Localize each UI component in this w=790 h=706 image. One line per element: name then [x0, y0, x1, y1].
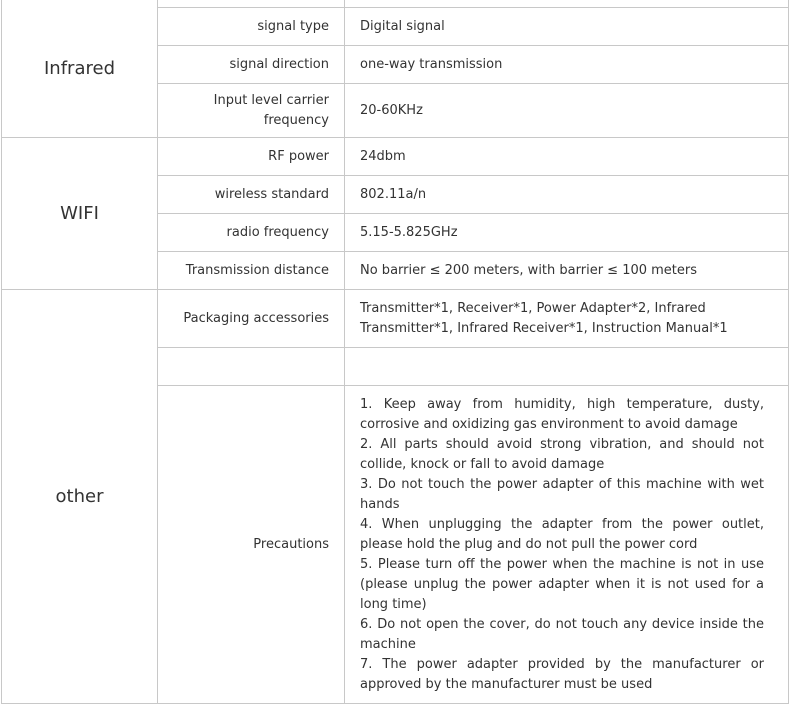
spec-key: Packaging accessories: [158, 290, 345, 348]
spec-key: RF power: [158, 138, 345, 176]
precaution-item: 5. Please turn off the power when the machine is not in use (please unplug the power adapter when it is not used for a long time): [360, 556, 764, 612]
category-other: other: [2, 290, 158, 704]
spec-value: 802.11a/n: [345, 176, 789, 214]
table-row: [2, 290, 789, 348]
spec-key: Transmission distance: [158, 252, 345, 290]
spec-table: [1, 0, 789, 704]
spec-key: [158, 348, 345, 386]
spec-key-empty: [158, 0, 345, 8]
precaution-item: 3. Do not touch the power adapter of this machine with wet hands: [360, 476, 764, 512]
precaution-item: 2. All parts should avoid strong vibration, and should not collide, knock or fall to avoid damage: [360, 436, 764, 472]
spec-value: one-way transmission: [345, 46, 789, 84]
precaution-item: 6. Do not open the cover, do not touch any device inside the machine: [360, 616, 764, 652]
spec-value: 24dbm: [345, 138, 789, 176]
spec-value: [345, 348, 789, 386]
precaution-item: 7. The power adapter provided by the manufacturer or approved by the manufacturer must be used: [360, 656, 764, 692]
spec-value: No barrier ≤ 200 meters, with barrier ≤ 100 meters: [345, 252, 789, 290]
precautions-list: [345, 386, 789, 704]
spec-value-empty: [345, 0, 789, 8]
category-wifi: WIFI: [2, 138, 158, 290]
spec-key: wireless standard: [158, 176, 345, 214]
spec-key: signal direction: [158, 46, 345, 84]
table-row: [2, 138, 789, 176]
spec-value: Transmitter*1, Receiver*1, Power Adapter*2, Infrared Transmitter*1, Infrared Receiver*1, Instruction Manual*1: [345, 290, 789, 348]
category-infrared: Infrared: [2, 0, 158, 138]
spec-key: Precautions: [158, 386, 345, 704]
spec-value: Digital signal: [345, 8, 789, 46]
precaution-item: 4. When unplugging the adapter from the power outlet, please hold the plug and do not pull the power cord: [360, 516, 764, 552]
spec-value: 5.15-5.825GHz: [345, 214, 789, 252]
spec-value: 20-60KHz: [345, 84, 789, 138]
precaution-item: 1. Keep away from humidity, high temperature, dusty, corrosive and oxidizing gas environment to avoid damage: [360, 396, 764, 432]
table-row: [2, 0, 789, 8]
spec-key: Input level carrier frequency: [158, 84, 345, 138]
spec-key: signal type: [158, 8, 345, 46]
spec-key: radio frequency: [158, 214, 345, 252]
